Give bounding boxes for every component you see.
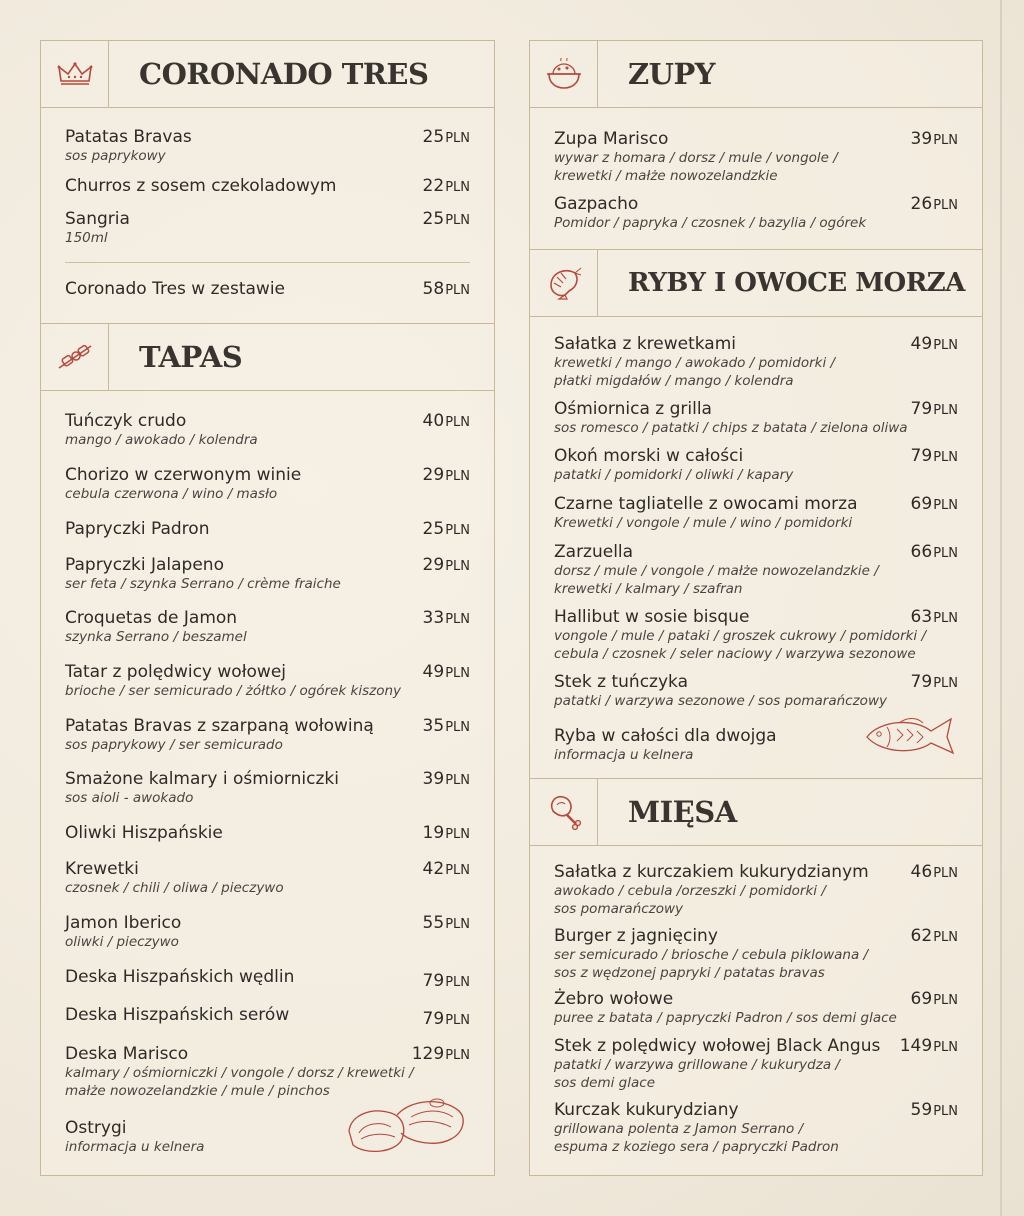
item-description: płatki migdałów / mango / kolendra — [554, 373, 794, 389]
item-name: Papryczki Padron — [65, 519, 210, 539]
item-name: Ośmiornica z grilla — [554, 399, 712, 419]
currency-label: PLN — [445, 131, 470, 146]
price — [911, 542, 958, 564]
price-value: 33 — [422, 608, 445, 628]
price-value: 25 — [422, 209, 445, 229]
item-name: Jamon Iberico — [65, 913, 182, 933]
price — [423, 465, 470, 487]
item-name: Burger z jagnięciny — [554, 926, 718, 946]
item-description: krewetki / kalmary / szafran — [554, 581, 743, 597]
price-value: 66 — [910, 542, 933, 562]
menu-item — [65, 859, 470, 897]
price-value: 69 — [910, 494, 933, 514]
item-name: Patatas Bravas — [65, 127, 192, 147]
item-name: Żebro wołowe — [554, 989, 674, 1009]
item-name: Krewetki — [65, 859, 139, 879]
item-name: Zarzuella — [554, 542, 634, 562]
item-name: Sałatka z kurczakiem kukurydzianym — [554, 862, 869, 882]
price-value: 25 — [422, 519, 445, 539]
price-value: 69 — [910, 989, 933, 1009]
menu-item — [554, 494, 958, 532]
item-name: Gazpacho — [554, 194, 639, 214]
currency-label: PLN — [933, 993, 958, 1008]
currency-label: PLN — [445, 180, 470, 195]
currency-label: PLN — [933, 198, 958, 213]
price — [423, 608, 470, 630]
item-description: awokado / cebula /orzeszki / pomidorki / — [554, 883, 826, 899]
shrimp-icon — [530, 250, 598, 316]
item-description: małże nowozelandzkie / mule / pinchos — [65, 1083, 330, 1099]
currency-label: PLN — [445, 283, 470, 298]
price-value: 79 — [910, 672, 933, 692]
currency-label: PLN — [445, 1013, 470, 1028]
currency-label: PLN — [445, 213, 470, 228]
currency-label: PLN — [445, 975, 470, 990]
item-description: cebula / czosnek / seler naciowy / warzywa sezonowe — [554, 646, 916, 662]
item-description: oliwki / pieczywo — [65, 934, 179, 950]
item-description: cebula czerwona / wino / masło — [65, 486, 278, 502]
price-value: 39 — [910, 129, 933, 149]
price — [911, 129, 958, 151]
menu-item — [554, 672, 958, 710]
item-description: brioche / ser semicurado / żółtko / ogórek kiszony — [65, 683, 401, 699]
crown-icon — [41, 41, 109, 107]
currency-label: PLN — [445, 863, 470, 878]
price — [911, 672, 958, 694]
menu-item — [65, 127, 470, 165]
currency-label: PLN — [445, 1048, 470, 1063]
price-value: 35 — [422, 716, 445, 736]
price-value: 129 — [411, 1044, 445, 1064]
item-description: czosnek / chili / oliwa / pieczywo — [65, 880, 284, 896]
item-name: Hallibut w sosie bisque — [554, 607, 750, 627]
price — [423, 971, 470, 993]
item-description: grillowana polenta z Jamon Serrano / — [554, 1121, 804, 1137]
menu-item — [65, 913, 470, 951]
menu-item — [65, 1044, 470, 1100]
menu-item — [65, 176, 470, 196]
currency-label: PLN — [445, 523, 470, 538]
item-description: Krewetki / vongole / mule / wino / pomidorki — [554, 515, 853, 531]
left-column — [40, 40, 495, 1176]
currency-label: PLN — [445, 827, 470, 842]
item-description: patatki / warzywa grillowane / kukurydza / — [554, 1057, 840, 1073]
item-description: wywar z homara / dorsz / mule / vongole / — [554, 150, 838, 166]
item-name: Coronado Tres w zestawie — [65, 279, 286, 299]
item-name: Papryczki Jalapeno — [65, 555, 224, 575]
menu-item — [554, 194, 958, 232]
item-description: sos paprykowy / ser semicurado — [65, 737, 283, 753]
price-value: 55 — [422, 913, 445, 933]
item-description: espuma z koziego sera / papryczki Padron — [554, 1139, 839, 1155]
price — [423, 823, 470, 845]
section-header-coronado — [41, 41, 494, 108]
price — [423, 279, 470, 301]
menu-item — [65, 608, 470, 646]
menu-item — [65, 465, 470, 503]
menu-item — [554, 1100, 958, 1156]
item-name: Czarne tagliatelle z owocami morza — [554, 494, 858, 514]
menu-item — [65, 519, 470, 539]
price-value: 42 — [422, 859, 445, 879]
price-value: 29 — [422, 465, 445, 485]
item-description: ser feta / szynka Serrano / crème fraiche — [65, 576, 341, 592]
item-name: Ryba w całości dla dwojga — [554, 726, 777, 746]
menu-item — [554, 542, 958, 598]
skewer-icon — [41, 324, 109, 390]
price — [423, 209, 470, 231]
item-name: Ostrygi — [65, 1118, 127, 1138]
price — [423, 913, 470, 935]
price-value: 25 — [422, 127, 445, 147]
menu-item — [554, 926, 958, 982]
price — [423, 555, 470, 577]
price — [423, 411, 470, 433]
section-header-zupy — [530, 41, 982, 108]
currency-label: PLN — [933, 930, 958, 945]
price — [900, 1036, 958, 1058]
section-header-tapas — [41, 323, 494, 391]
currency-label: PLN — [933, 676, 958, 691]
item-description: patatki / warzywa sezonowe / sos pomarańczowy — [554, 693, 887, 709]
menu-item — [554, 989, 958, 1027]
item-description: sos z wędzonej papryki / patatas bravas — [554, 965, 825, 981]
price — [911, 494, 958, 516]
page-edge — [1000, 0, 1002, 1216]
currency-label: PLN — [445, 720, 470, 735]
meat-leg-icon — [530, 779, 598, 845]
item-name: Croquetas de Jamon — [65, 608, 238, 628]
oyster-illustration — [341, 1093, 471, 1163]
currency-label: PLN — [445, 666, 470, 681]
price — [423, 519, 470, 541]
item-name: Deska Marisco — [65, 1044, 189, 1064]
section-title: TAPAS — [139, 340, 243, 374]
price — [911, 862, 958, 884]
item-description: sos aioli - awokado — [65, 790, 194, 806]
item-description: sos paprykowy — [65, 148, 166, 164]
currency-label: PLN — [933, 498, 958, 513]
price-value: 58 — [422, 279, 445, 299]
price-value: 40 — [422, 411, 445, 431]
item-name: Deska Hiszpańskich serów — [65, 1005, 290, 1025]
price — [423, 662, 470, 684]
item-name: Tatar z polędwicy wołowej — [65, 662, 287, 682]
menu-item — [554, 334, 958, 390]
item-name: Sangria — [65, 209, 130, 229]
item-name: Stek z tuńczyka — [554, 672, 688, 692]
section-title: ZUPY — [628, 57, 715, 91]
menu-item — [65, 1005, 470, 1029]
currency-label: PLN — [933, 450, 958, 465]
item-name: Okoń morski w całości — [554, 446, 744, 466]
price — [423, 1009, 470, 1031]
menu-item — [554, 862, 958, 918]
price — [412, 1044, 470, 1066]
price — [423, 859, 470, 881]
price — [911, 334, 958, 356]
currency-label: PLN — [933, 403, 958, 418]
menu-item — [554, 446, 958, 484]
item-description: mango / awokado / kolendra — [65, 432, 258, 448]
price — [423, 127, 470, 149]
menu-item — [65, 662, 470, 700]
divider — [65, 262, 470, 263]
price — [911, 194, 958, 216]
price-value: 26 — [910, 194, 933, 214]
item-name: Oliwki Hiszpańskie — [65, 823, 223, 843]
soup-bowl-icon — [530, 41, 598, 107]
price-value: 62 — [910, 926, 933, 946]
currency-label: PLN — [445, 469, 470, 484]
price-value: 63 — [910, 607, 933, 627]
menu-item — [65, 411, 470, 449]
menu-item — [65, 823, 470, 843]
item-description: 150ml — [65, 230, 108, 246]
menu-item — [554, 607, 958, 663]
currency-label: PLN — [445, 917, 470, 932]
menu-item — [554, 1036, 958, 1092]
price-value: 149 — [899, 1036, 933, 1056]
section-header-ryby — [530, 249, 982, 317]
price-value: 79 — [422, 1009, 445, 1029]
item-description: dorsz / mule / vongole / małże nowozelandzkie / — [554, 563, 879, 579]
item-description: vongole / mule / pataki / groszek cukrowy / pomidorki / — [554, 628, 927, 644]
item-description: informacja u kelnera — [65, 1139, 205, 1155]
item-name: Deska Hiszpańskich wędlin — [65, 967, 295, 987]
menu-item — [65, 967, 470, 991]
price — [911, 926, 958, 948]
item-description: krewetki / mango / awokado / pomidorki / — [554, 355, 836, 371]
currency-label: PLN — [933, 546, 958, 561]
section-header-miesa — [530, 778, 982, 846]
item-description: szynka Serrano / beszamel — [65, 629, 247, 645]
fish-illustration — [863, 713, 959, 763]
currency-label: PLN — [445, 559, 470, 574]
currency-label: PLN — [933, 133, 958, 148]
menu-item — [65, 716, 470, 754]
item-description: sos demi glace — [554, 1075, 656, 1091]
price — [911, 607, 958, 629]
currency-label: PLN — [445, 415, 470, 430]
price-value: 79 — [910, 399, 933, 419]
price-value: 79 — [910, 446, 933, 466]
currency-label: PLN — [933, 866, 958, 881]
item-description: ser semicurado / briosche / cebula piklowana / — [554, 947, 869, 963]
menu-item — [65, 769, 470, 807]
menu-item — [65, 555, 470, 593]
price-value: 49 — [422, 662, 445, 682]
price — [423, 716, 470, 738]
menu-item — [554, 399, 958, 437]
price — [911, 446, 958, 468]
currency-label: PLN — [933, 1040, 958, 1055]
menu-item — [65, 209, 470, 247]
item-description: puree z batata / papryczki Padron / sos demi glace — [554, 1010, 897, 1026]
item-description: krewetki / małże nowozelandzkie — [554, 168, 778, 184]
price-value: 79 — [422, 971, 445, 991]
menu-item-set — [65, 279, 470, 299]
price-value: 19 — [422, 823, 445, 843]
price-value: 59 — [910, 1100, 933, 1120]
item-name: Sałatka z krewetkami — [554, 334, 737, 354]
item-name: Tuńczyk crudo — [65, 411, 187, 431]
item-name: Chorizo w czerwonym winie — [65, 465, 302, 485]
right-column — [529, 40, 983, 1176]
currency-label: PLN — [445, 773, 470, 788]
item-name: Patatas Bravas z szarpaną wołowiną — [65, 716, 374, 736]
item-description: patatki / pomidorki / oliwki / kapary — [554, 467, 794, 483]
item-name: Kurczak kukurydziany — [554, 1100, 739, 1120]
item-description: informacja u kelnera — [554, 747, 694, 763]
price-value: 49 — [910, 334, 933, 354]
currency-label: PLN — [933, 1104, 958, 1119]
price-value: 39 — [422, 769, 445, 789]
price — [911, 989, 958, 1011]
item-name: Churros z sosem czekoladowym — [65, 176, 337, 196]
item-name: Smażone kalmary i ośmiorniczki — [65, 769, 339, 789]
price-value: 22 — [422, 176, 445, 196]
price — [911, 1100, 958, 1122]
currency-label: PLN — [933, 338, 958, 353]
item-description: Pomidor / papryka / czosnek / bazylia / ogórek — [554, 215, 867, 231]
price-value: 46 — [910, 862, 933, 882]
currency-label: PLN — [933, 611, 958, 626]
item-name: Stek z polędwicy wołowej Black Angus — [554, 1036, 881, 1056]
item-description: sos romesco / patatki / chips z batata / zielona oliwa — [554, 420, 908, 436]
item-description: kalmary / ośmiorniczki / vongole / dorsz / krewetki / — [65, 1065, 414, 1081]
menu-item — [554, 129, 958, 185]
currency-label: PLN — [445, 612, 470, 627]
item-name: Zupa Marisco — [554, 129, 669, 149]
item-description: sos pomarańczowy — [554, 901, 684, 917]
section-title: MIĘSA — [628, 795, 737, 829]
price — [911, 399, 958, 421]
section-title: CORONADO TRES — [139, 57, 429, 91]
price-value: 29 — [422, 555, 445, 575]
price — [423, 769, 470, 791]
price — [423, 176, 470, 198]
section-title: RYBY I OWOCE MORZA — [628, 268, 965, 298]
